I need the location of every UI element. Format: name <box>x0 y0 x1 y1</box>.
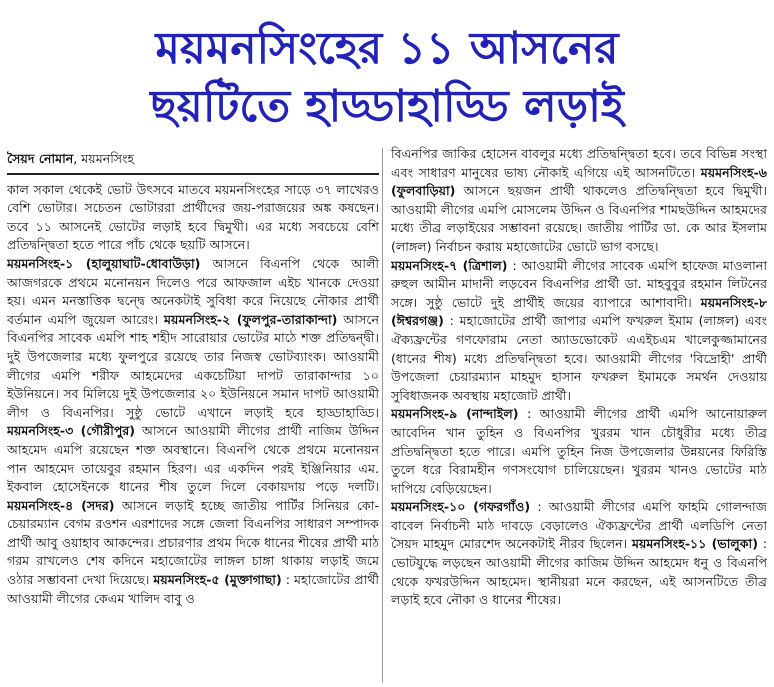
seat-text-11: : ভোটযুদ্ধে লড়ছেন আওয়ামী লীগের কাজিম উদ্দিন আহমেদ ধনু ও বিএনপি থেকে ফখরউদ্দিন আহমেদ। স্থানীয়রা মনে করছেন, এই আসনটিতে তীব্র লড়াই হবে নৌকা ও ধানের শীষের। <box>391 536 767 608</box>
headline-line-2: ছয়টিতে হাড্ডাহাড্ডি লড়াই <box>150 81 624 132</box>
seat-text-10: : আওয়ামী লীগের এমপি ফাহমি গোলন্দাজ বাবেল নির্বাচনী মাঠ দাবড়ে বেড়ালেও ঐক্যফ্রন্টের প্রার্থী এলডিপি নেতা সৈয়দ মাহমুদ মোরশেদ অনেকটাই নীরব ছিলেন। <box>391 499 767 552</box>
seat-text-4: আসনে লড়াই হচ্ছে জাতীয় পার্টির সিনিয়র কো-চেয়ারম্যান বেগম রওশন এরশাদের সঙ্গে জেলা বিএনপির সাধারণ সম্পাদক প্রার্থী আবু ওয়াহাব আকন্দের। প্রচারণার প্রথম দিকে ধানের শীষের প্রার্থী মাঠ গরম রাখলেও শেষ কদিনে মহাজোটের লাঙ্গল চাঙ্গা থাকায় লড়াই জমে ওঠার সম্ভাবনা দেখা দিয়েছে। <box>7 497 379 588</box>
headline-line-1: ময়মনসিংহের ১১ আসনের <box>155 23 619 74</box>
seat-heading-11: ময়মনসিংহ-১১ (ভালুকা) <box>631 536 758 552</box>
seat-heading-5: ময়মনসিংহ-৫ (মুক্তাগাছা) <box>153 572 282 588</box>
article-body-left <box>7 255 379 608</box>
seat-heading-1: ময়মনসিংহ-১ (হালুয়াঘাট-ধোবাউড়া) <box>7 255 201 271</box>
seat-heading-2: ময়মনসিংহ-২ (ফুলপুর-তারাকান্দা) <box>164 311 338 327</box>
seat-text-6: আসনে ছয়জন প্রার্থী থাকলেও প্রতিদ্বন্দ্বিতা হবে দ্বিমুখী। আওয়ামী লীগের এমপি মোসলেম উদ্দিন ও বিএনপির শামছউদ্দিন আহমদের মধ্যে তীব্র লড়াইয়ের সম্ভাবনা রয়েছে। জাতীয় পার্টির ডা. কে আর ইসলাম (লাঙ্গল) নির্বাচন করায় মহাজোটের ভোটে ভাগ বসছে। <box>391 183 767 254</box>
article-body-right-1 <box>391 145 767 257</box>
seat-heading-8: ময়মনসিংহ-৮ (ঈশ্বরগঞ্জ) <box>391 294 767 329</box>
byline <box>7 150 379 169</box>
seat-heading-6: ময়মনসিংহ-৬ (ফুলবাড়িয়া) <box>391 164 767 199</box>
seat-text-9: : আওয়ামী লীগের প্রার্থী এমপি আনোয়ারুল আবেদিন খান তুহিন ও বিএনপির খুররম খান চৌধুরীর মধ্যে তীব্র প্রতিদ্বন্দ্বিতা হতে পারে। এমপি তুহিন নিজ উপজেলার উন্নয়নের ফিরিস্তি তুলে ধরে বিরামহীন গণসংযোগ চালিয়েছেন। খুররম খানও ভোটের মাঠ দাপিয়ে বেড়িয়েছেন। <box>391 406 767 496</box>
seat-text-7: : আওয়ামী লীগের সাবেক এমপি হাফেজ মাওলানা রুহুল আমীন মাদানী লড়বেন বিএনপির প্রার্থী ডা. মাহবুবুর রহমান লিটনের সঙ্গে। সুষ্ঠু ভোটে দুই প্রার্থীই জয়ের ব্যাপারে আশাবাদী। <box>391 257 767 310</box>
byline-rule <box>7 173 379 175</box>
seat-heading-3: ময়মনসিংহ-৩ (গৌরীপুর) <box>7 423 136 439</box>
right-column <box>391 145 767 680</box>
article-body-right-2 <box>391 257 767 406</box>
seat-heading-4: ময়মনসিংহ-৪ (সদর) <box>7 497 115 513</box>
byline-author: সৈয়দ নোমান <box>7 151 74 166</box>
seat-text-2: আসনে বিএনপির সাবেক এমপি শাহ শহীদ সারোয়ার ভোটের মাঠে শক্ত প্রতিদ্বন্দ্বী। দুই উপজেলার মধ্যে ফুলপুরে রয়েছে তার নিজস্ব ভোটব্যাংক। আওয়ামী লীগের এমপি শরীফ আহমেদের একচেটিয়া দাপট তারাকান্দার ১০ ইউনিয়নে। সব মিলিয়ে দুই উপজেলার ২০ ইউনিয়নে সমান দাপট আওয়ামী লীগ ও বিএনপির। সুষ্ঠু ভোটে এখানে লড়াই হবে হাড্ডাহাড্ডি। <box>7 311 379 420</box>
seat-text-3: আসনে আওয়ামী লীগের প্রার্থী নাজিম উদ্দিন আহমেদ এমপি রয়েছেন শক্ত অবস্থানে। বিএনপি থেকে প্রথমে মনোনয়ন পান আহমেদ তায়েবুর রহমান হিরণ। এর একদিন পরই ইঞ্জিনিয়ার এম. ইকবাল হোসেইনকে ধানের শীষ তুলে দিলে বেকায়দায় পড়ে দলটি। <box>7 423 379 495</box>
continuation-text: বিএনপির জাকির হোসেন বাবলুর মধ্যে প্রতিদ্বন্দ্বিতা হবে। তবে বিভিন্ন সংস্থা এবং সাধারণ মানুষের ভাষ্য নৌকাই এগিয়ে এই আসনটিতে। <box>391 146 767 180</box>
seat-heading-10: ময়মনসিংহ-১০ (গফরগাঁও) <box>391 499 531 515</box>
seat-heading-9: ময়মনসিংহ-৯ (নান্দাইল) <box>391 406 519 422</box>
seat-text-8: : মহাজোটের প্রার্থী জাপার এমপি ফখরুল ইমাম (লাঙ্গল) এবং ঐক্যফ্রন্টের গণফোরাম নেতা অ্যাডভোকেট এএইচএম খালেকুজ্জামানের (ধানের শীষ) মধ্যে প্রতিদ্বন্দ্বিতা হবে। আওয়ামী লীগের 'বিদ্রোহী' প্রার্থী উপজেলা চেয়ারম্যান মাহমুদ হাসান ফখরুল ইমামকে সমর্থন দেওয়ায় সুবিধাজনক অবস্থায় মহাজোট প্রার্থী। <box>391 313 767 403</box>
byline-place: , ময়মনসিংহ <box>73 151 135 166</box>
article-body-right-3 <box>391 405 767 498</box>
intro-paragraph: কাল সকাল থেকেই ভোট উৎসবে মাতবে ময়মনসিংহের সাড়ে ৩৭ লাখেরও বেশি ভোটার। সচেতন ভোটাররা প্রার্থীদের জয়-পরাজয়ের অঙ্ক কষছেন। তবে ১১ আসনেই ভোটের লড়াই হবে দ্বিমুখী। এর মধ্যে সবচেয়ে বেশি প্রতিদ্বন্দ্বিতা হতে পারে পাঁচ থেকে ছয়টি আসনে। <box>7 181 379 253</box>
article-body-right-4 <box>391 498 767 610</box>
column-divider <box>382 148 383 683</box>
seat-heading-7: ময়মনসিংহ-৭ (ত্রিশাল) <box>391 257 508 273</box>
left-column <box>7 150 379 685</box>
seat-text-5: : মহাজোটের প্রার্থী আওয়ামী লীগের কেএম খালিদ বাবু ও <box>7 572 379 606</box>
headline <box>0 20 774 136</box>
seat-text-1: আসনে বিএনপি থেকে আলী আজগরকে প্রথমে মনোনয়ন দিলেও পরে আফজাল এইচ খানকে দেওয়া হয়। এমন মনস্তাত্তিক দ্বন্দ্বে অনেকটাই সুবিধা করে নিয়েছে নৌকার প্রার্থী বর্তমান এমপি জুয়েল আরেং। <box>7 255 379 327</box>
